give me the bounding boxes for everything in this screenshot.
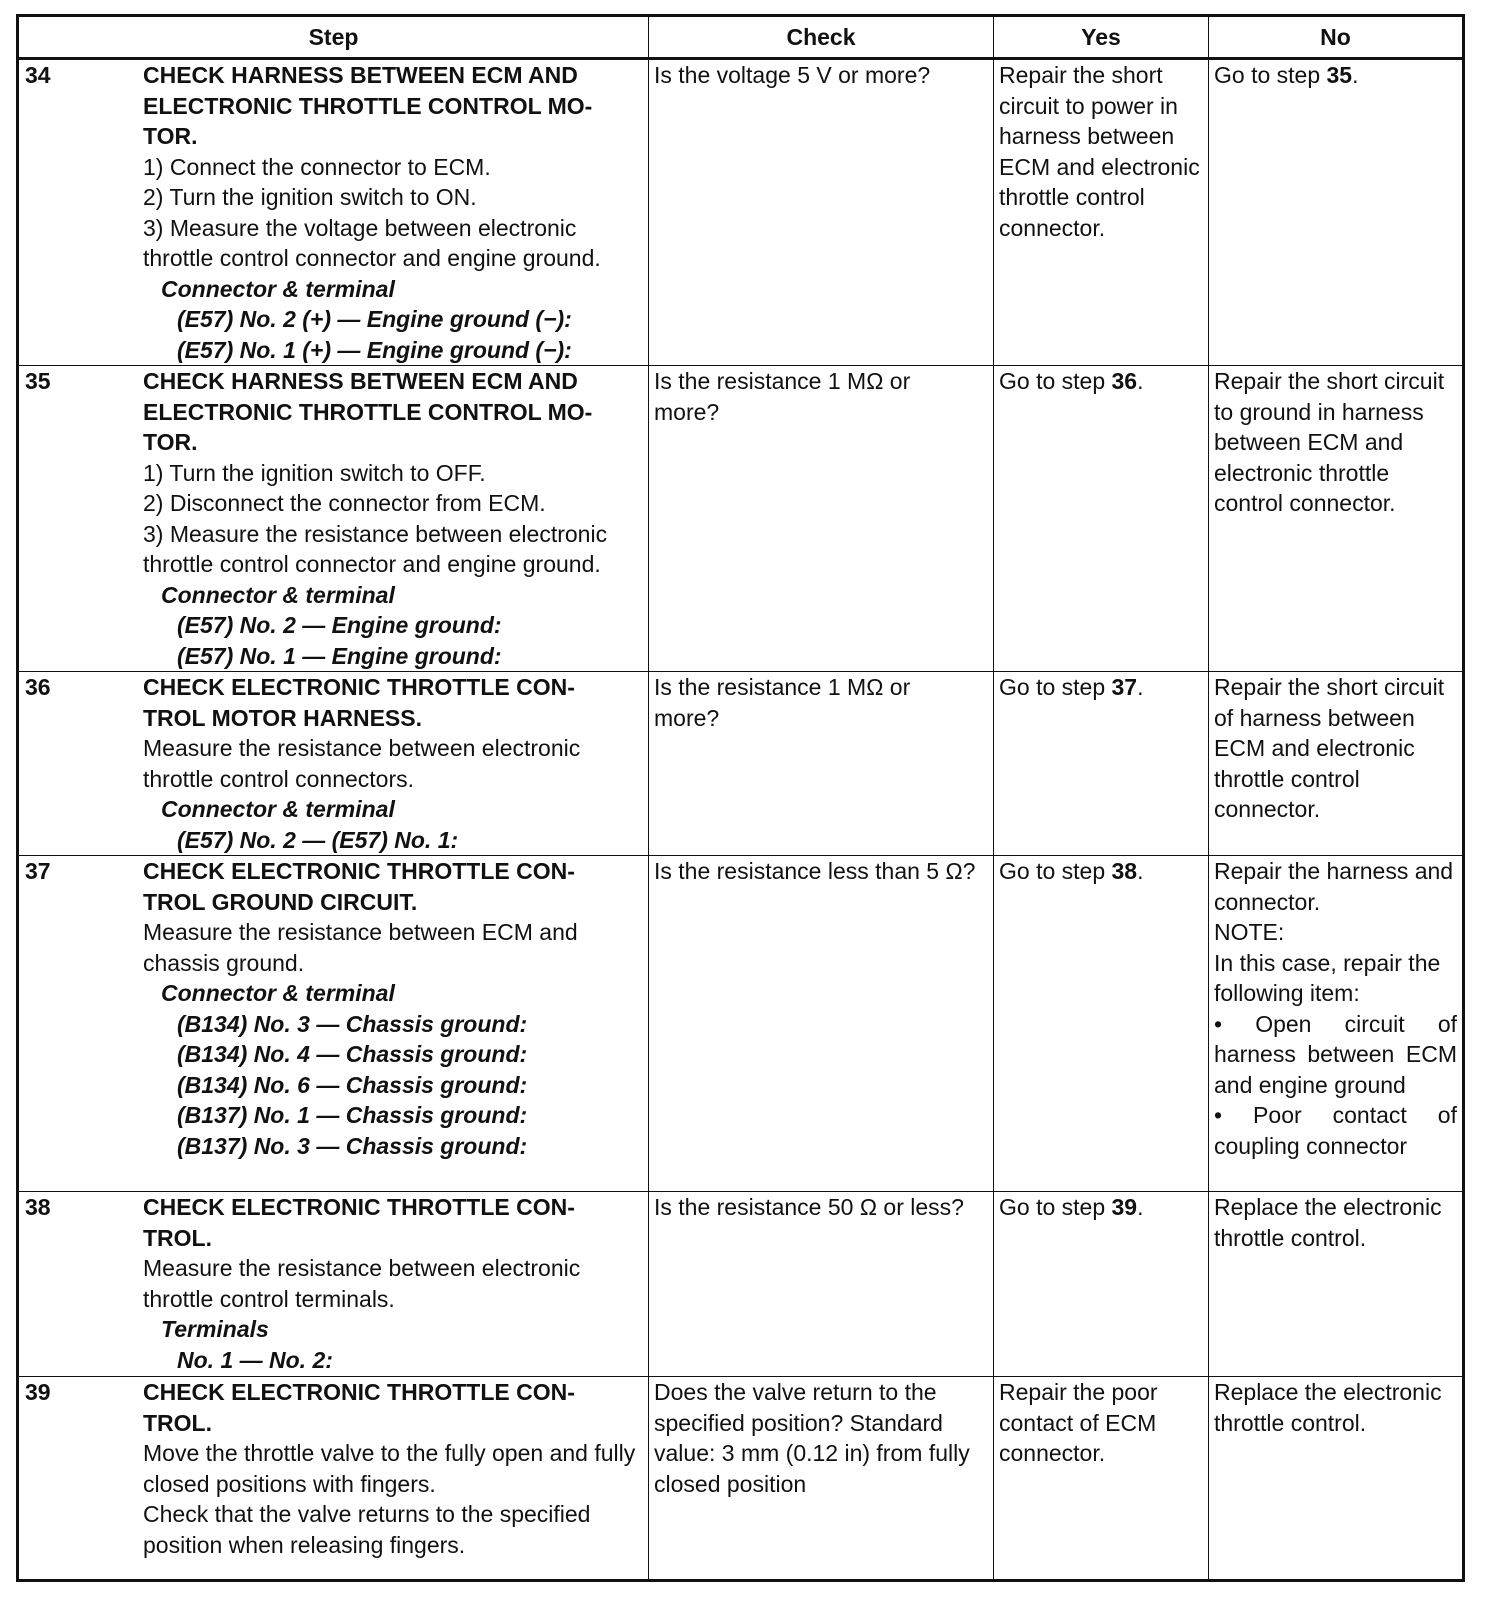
yes-cell	[994, 1192, 1209, 1377]
outcome-text: Repair the short circuit to power in harness between ECM and electronic throttle control connector.	[999, 62, 1200, 241]
yes-cell	[994, 856, 1209, 1192]
step-body	[143, 366, 648, 671]
step-number: 37	[25, 858, 51, 884]
procedure-line: 2) Turn the ignition switch to ON.	[143, 184, 477, 210]
connector-terminal-line: (B137) No. 1 — Chassis ground:	[177, 1102, 528, 1128]
outcome-text: Repair the short circuit to ground in harness between ECM and electronic throttle control connector.	[1214, 368, 1445, 516]
step-title-line: TOR.	[143, 429, 198, 455]
connector-terminal-label: Terminals	[161, 1316, 269, 1342]
connector-terminal-line: (B134) No. 6 — Chassis ground:	[177, 1071, 528, 1098]
procedure-line: 3) Measure the voltage between electronic	[143, 214, 577, 241]
note-text: In this case, repair the following item:	[1214, 949, 1441, 1006]
yes-cell	[994, 366, 1209, 672]
outcome-text: Replace the electronic throttle control.	[1214, 1194, 1442, 1251]
step-number: 35	[25, 368, 51, 394]
table-body	[18, 59, 1464, 1581]
check-question: more?	[654, 398, 720, 425]
step-title-line: CHECK HARNESS BETWEEN ECM AND	[143, 368, 578, 394]
yes-cell	[994, 1377, 1209, 1581]
step-body	[143, 856, 648, 1161]
no-cell	[1209, 856, 1464, 1192]
procedure-line: position when releasing fingers.	[143, 1531, 466, 1558]
connector-terminal-line: (B137) No. 3 — Chassis ground:	[177, 1132, 528, 1159]
table-row	[18, 1377, 1464, 1581]
step-number: 36	[25, 674, 51, 700]
check-cell	[649, 59, 994, 366]
no-cell	[1209, 366, 1464, 672]
step-title-line: TROL GROUND CIRCUIT.	[143, 888, 418, 915]
step-number: 39	[25, 1379, 51, 1405]
check-question: Is the resistance 50 Ω or less?	[654, 1194, 964, 1220]
check-question: Is the resistance 1 MΩ or	[654, 674, 911, 700]
connector-terminal-line: (E57) No. 2 — (E57) No. 1:	[177, 826, 459, 853]
step-title-line: TROL.	[143, 1409, 212, 1436]
table-header-row	[18, 16, 1464, 59]
check-question: Is the resistance less than 5 Ω?	[654, 858, 976, 884]
procedure-line: Move the throttle valve to the fully open and fully	[143, 1440, 636, 1466]
outcome-text: Go to step	[999, 1194, 1112, 1220]
step-body	[143, 60, 648, 365]
outcome-step-number: 38	[1111, 858, 1138, 884]
procedure-line: 2) Disconnect the connector from ECM.	[143, 490, 546, 516]
step-title-line: CHECK ELECTRONIC THROTTLE CON-	[143, 1194, 575, 1220]
procedure-line: 1) Connect the connector to ECM.	[143, 153, 491, 180]
no-cell	[1209, 59, 1464, 366]
step-cell	[18, 59, 649, 366]
yes-cell	[994, 59, 1209, 366]
outcome-text: Go to step	[999, 674, 1112, 700]
check-question: more?	[654, 704, 720, 731]
outcome-text: Repair the short circuit of harness between ECM and electronic throttle control connector.	[1214, 674, 1445, 822]
check-cell	[649, 672, 994, 856]
outcome-suffix: .	[1137, 674, 1144, 700]
step-number: 38	[25, 1194, 51, 1220]
procedure-line: chassis ground.	[143, 949, 305, 976]
step-number: 34	[25, 62, 51, 88]
header-step: Step	[18, 16, 649, 59]
procedure-line: throttle control connector and engine ground.	[143, 551, 601, 577]
connector-terminal-label: Connector & terminal	[161, 581, 395, 608]
procedure-line: Measure the resistance between electronic	[143, 1255, 581, 1281]
outcome-step-number: 35	[1326, 62, 1353, 88]
connector-terminal-line: (E57) No. 1 (+) — Engine ground (−):	[177, 336, 572, 363]
table-row	[18, 59, 1464, 366]
step-title-line: TROL MOTOR HARNESS.	[143, 704, 422, 731]
connector-terminal-line: (B134) No. 3 — Chassis ground:	[177, 1010, 528, 1037]
table-row	[18, 1192, 1464, 1377]
connector-terminal-line: No. 1 — No. 2:	[177, 1346, 333, 1373]
step-body	[143, 1377, 648, 1560]
step-title-line: CHECK HARNESS BETWEEN ECM AND	[143, 62, 578, 88]
step-body	[143, 672, 648, 855]
step-title-line: TOR.	[143, 123, 198, 149]
table-row	[18, 672, 1464, 856]
outcome-text: Go to step	[1214, 62, 1327, 88]
step-cell	[18, 856, 649, 1192]
header-no: No	[1209, 16, 1464, 59]
step-title-line: TROL.	[143, 1224, 212, 1251]
procedure-line: throttle control terminals.	[143, 1285, 395, 1312]
connector-terminal-line: (E57) No. 2 — Engine ground:	[177, 612, 502, 638]
header-yes: Yes	[994, 16, 1209, 59]
check-question: Is the voltage 5 V or more?	[654, 62, 931, 88]
step-cell	[18, 1377, 649, 1581]
diagnostic-table	[16, 14, 1465, 1582]
outcome-text: Repair the harness and connector.	[1214, 858, 1454, 915]
note-bullet: • Poor contact of coupling connector	[1214, 1102, 1457, 1159]
connector-terminal-label: Connector & terminal	[161, 796, 395, 822]
procedure-line: Check that the valve returns to the specified	[143, 1501, 591, 1527]
procedure-line: throttle control connector and engine ground.	[143, 245, 601, 271]
connector-terminal-line: (B134) No. 4 — Chassis ground:	[177, 1041, 528, 1067]
outcome-step-number: 37	[1111, 674, 1138, 700]
outcome-text: Go to step	[999, 368, 1112, 394]
check-question: Does the valve return to the specified position? Standard value: 3 mm (0.12 in) from fully closed position	[654, 1379, 970, 1497]
step-cell	[18, 366, 649, 672]
note-bullet: • Open circuit of harness between ECM and engine ground	[1214, 1010, 1457, 1098]
outcome-suffix: .	[1352, 62, 1359, 88]
procedure-line: Measure the resistance between ECM and	[143, 919, 578, 945]
no-cell	[1209, 672, 1464, 856]
header-check: Check	[649, 16, 994, 59]
procedure-line: closed positions with fingers.	[143, 1470, 436, 1497]
outcome-text: Go to step	[999, 858, 1112, 884]
check-question: Is the resistance 1 MΩ or	[654, 368, 911, 394]
outcome-suffix: .	[1137, 1194, 1144, 1220]
procedure-line: 3) Measure the resistance between electronic	[143, 520, 608, 547]
step-cell	[18, 672, 649, 856]
check-cell	[649, 1377, 994, 1581]
table-row	[18, 856, 1464, 1192]
step-body	[143, 1192, 648, 1375]
connector-terminal-label: Connector & terminal	[161, 275, 395, 302]
note-label: NOTE:	[1214, 919, 1285, 945]
step-cell	[18, 1192, 649, 1377]
procedure-line: 1) Turn the ignition switch to OFF.	[143, 459, 486, 486]
outcome-suffix: .	[1137, 368, 1144, 394]
no-cell	[1209, 1377, 1464, 1581]
no-cell	[1209, 1192, 1464, 1377]
check-cell	[649, 366, 994, 672]
procedure-line: throttle control connectors.	[143, 765, 415, 792]
check-cell	[649, 856, 994, 1192]
outcome-text: Repair the poor contact of ECM connector.	[999, 1379, 1158, 1466]
table-row	[18, 366, 1464, 672]
outcome-step-number: 39	[1111, 1194, 1138, 1220]
outcome-step-number: 36	[1111, 368, 1138, 394]
outcome-text: Replace the electronic throttle control.	[1214, 1379, 1442, 1436]
check-cell	[649, 1192, 994, 1377]
connector-terminal-label: Connector & terminal	[161, 980, 395, 1006]
step-title-line: ELECTRONIC THROTTLE CONTROL MO-	[143, 92, 593, 119]
yes-cell	[994, 672, 1209, 856]
step-title-line: CHECK ELECTRONIC THROTTLE CON-	[143, 858, 575, 884]
procedure-line: Measure the resistance between electronic	[143, 735, 581, 761]
step-title-line: CHECK ELECTRONIC THROTTLE CON-	[143, 1379, 575, 1405]
connector-terminal-line: (E57) No. 1 — Engine ground:	[177, 642, 502, 669]
outcome-suffix: .	[1137, 858, 1144, 884]
step-title-line: CHECK ELECTRONIC THROTTLE CON-	[143, 674, 575, 700]
connector-terminal-line: (E57) No. 2 (+) — Engine ground (−):	[177, 306, 572, 332]
step-title-line: ELECTRONIC THROTTLE CONTROL MO-	[143, 398, 593, 425]
